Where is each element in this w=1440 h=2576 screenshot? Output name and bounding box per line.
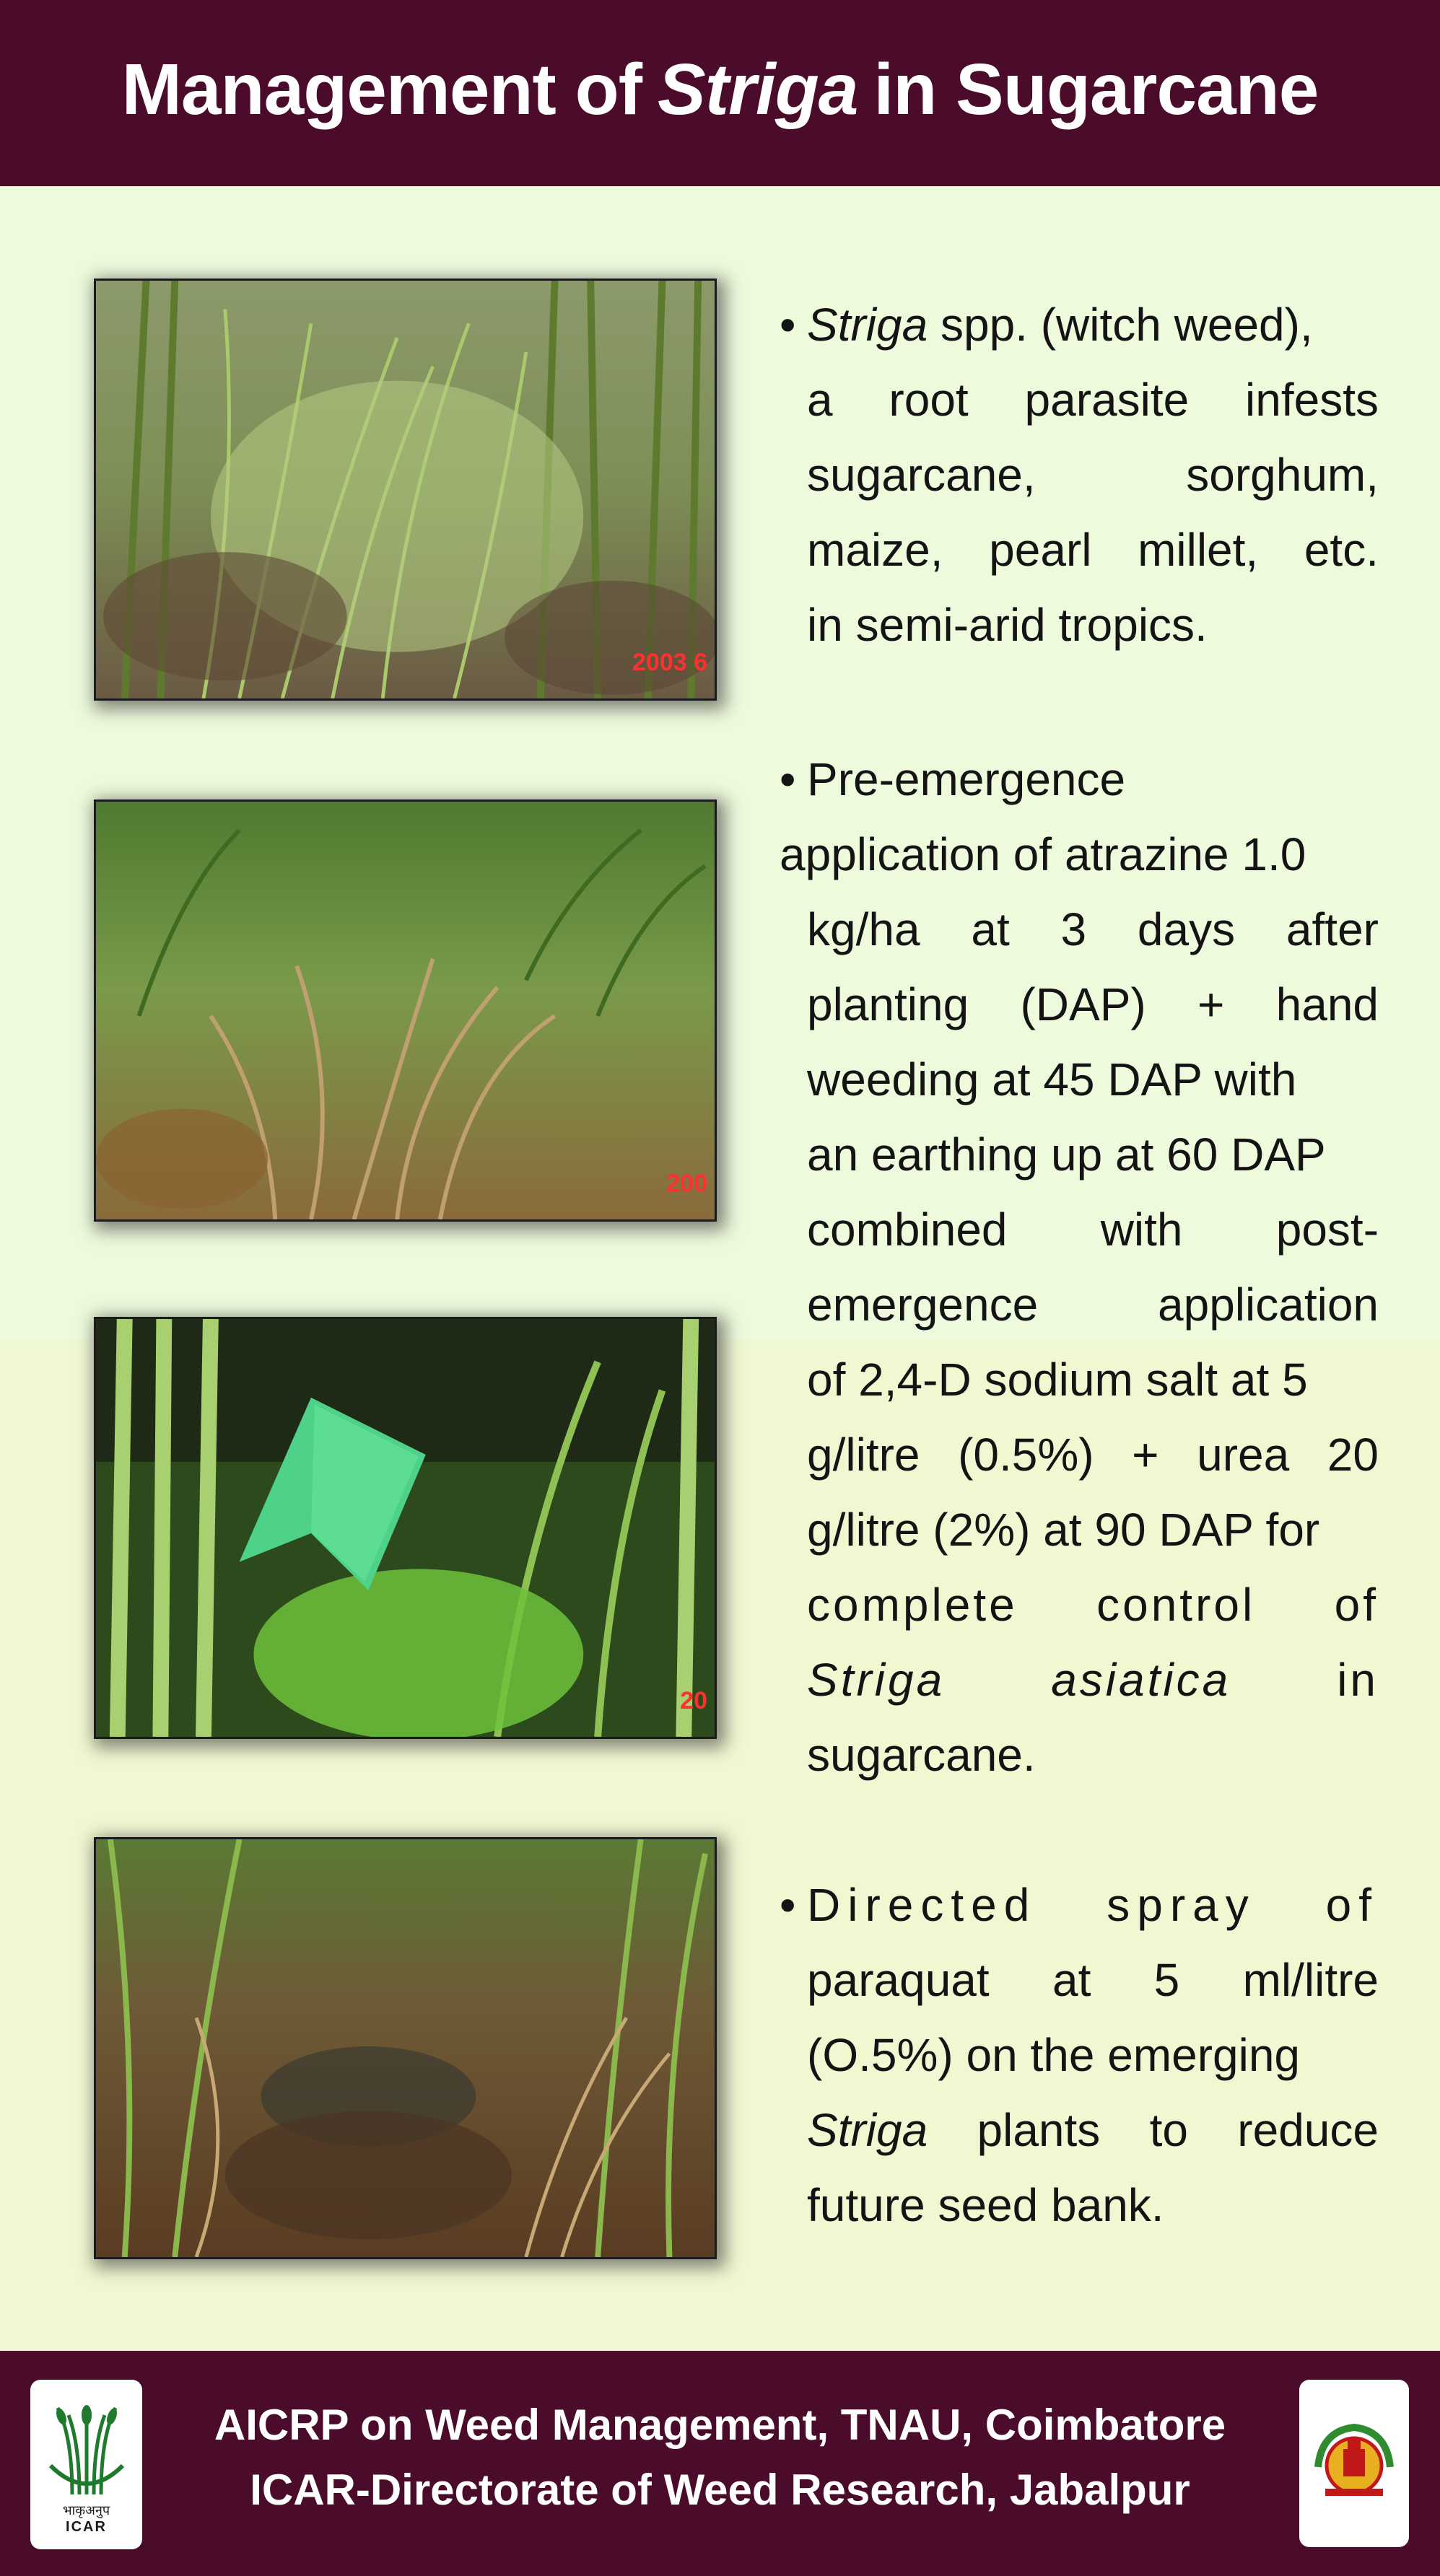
bullet-atrazine-control xyxy=(780,742,1379,1792)
footer-line-2: ICAR-Directorate of Weed Research, Jabalpur xyxy=(250,2466,1190,2514)
text-line: paraquat at 5 ml/litre xyxy=(807,1954,1379,2006)
text-line: a root parasite infests xyxy=(807,374,1379,426)
text-line: application of atrazine 1.0 xyxy=(780,828,1306,880)
title-prefix: Management of xyxy=(121,48,642,130)
directed-spray-result-image xyxy=(96,1839,715,2257)
bullet-paraquat-spray xyxy=(780,1867,1379,2243)
text-line: Striga asiatica in xyxy=(807,1654,1379,1706)
footer-credits xyxy=(166,2393,1274,2523)
photo-date-stamp: 200 xyxy=(666,1170,707,1197)
photo-date-stamp: 2003 6 xyxy=(632,649,707,676)
text-line: g/litre (0.5%) + urea 20 xyxy=(807,1429,1379,1481)
text-line: combined with post- xyxy=(807,1204,1379,1256)
icar-hindi-text: भाकृअनुप xyxy=(62,2503,110,2518)
photo-date-stamp: 20 xyxy=(680,1687,707,1714)
text-line: complete control of xyxy=(807,1579,1379,1631)
text-line: of 2,4-D sodium salt at 5 xyxy=(807,1354,1308,1406)
striga-infestation-photo xyxy=(94,279,717,701)
striga-infestation-image xyxy=(96,281,715,698)
text-line: spp. (witch weed), xyxy=(928,299,1313,351)
footer-line-1: AICRP on Weed Management, TNAU, Coimbatore xyxy=(214,2401,1226,2449)
icar-wheat-logo-icon xyxy=(43,2393,130,2502)
text-line: planting (DAP) + hand xyxy=(807,978,1379,1030)
footer xyxy=(0,2351,1440,2576)
text-line: weeding at 45 DAP with xyxy=(807,1053,1297,1105)
text-line: future seed bank. xyxy=(807,2179,1164,2231)
bullet-marker: • xyxy=(780,299,796,351)
text-line: Pre-emergence xyxy=(807,753,1126,805)
bullet-striga-description xyxy=(780,287,1379,662)
text-line: Striga plants to reduce xyxy=(807,2104,1379,2156)
text-line: (O.5%) on the emerging xyxy=(807,2029,1300,2081)
text-line: maize, pearl millet, etc. xyxy=(807,524,1379,576)
bullet-marker: • xyxy=(780,1879,796,1931)
tnau-emblem-logo-icon xyxy=(1307,2417,1401,2510)
title-italic: Striga xyxy=(658,48,858,130)
text-line: in semi-arid tropics. xyxy=(807,599,1208,651)
striga-flowering-image xyxy=(96,802,715,1219)
content-panel xyxy=(0,186,1440,2351)
text-line: • Directed spray of xyxy=(780,1867,1379,1942)
striga-italic: Striga xyxy=(807,299,928,351)
icar-logo xyxy=(30,2380,142,2549)
title-suffix: in Sugarcane xyxy=(873,48,1319,130)
bullet-marker: • xyxy=(780,753,796,805)
text-line: g/litre (2%) at 90 DAP for xyxy=(807,1504,1320,1556)
text-line: emergence application xyxy=(807,1279,1379,1331)
page-title xyxy=(0,0,1440,186)
text-line: an earthing up at 60 DAP xyxy=(807,1129,1326,1180)
herbicide-spray-image xyxy=(96,1319,715,1737)
striga-flowering-photo xyxy=(94,799,717,1222)
text-line: sugarcane, sorghum, xyxy=(807,449,1379,501)
tnau-logo xyxy=(1299,2380,1409,2547)
text-line: kg/ha at 3 days after xyxy=(807,903,1379,955)
icar-text: ICAR xyxy=(66,2519,107,2535)
directed-spray-result-photo xyxy=(94,1837,717,2259)
text-line: sugarcane. xyxy=(807,1729,1036,1781)
herbicide-spray-photo xyxy=(94,1317,717,1739)
